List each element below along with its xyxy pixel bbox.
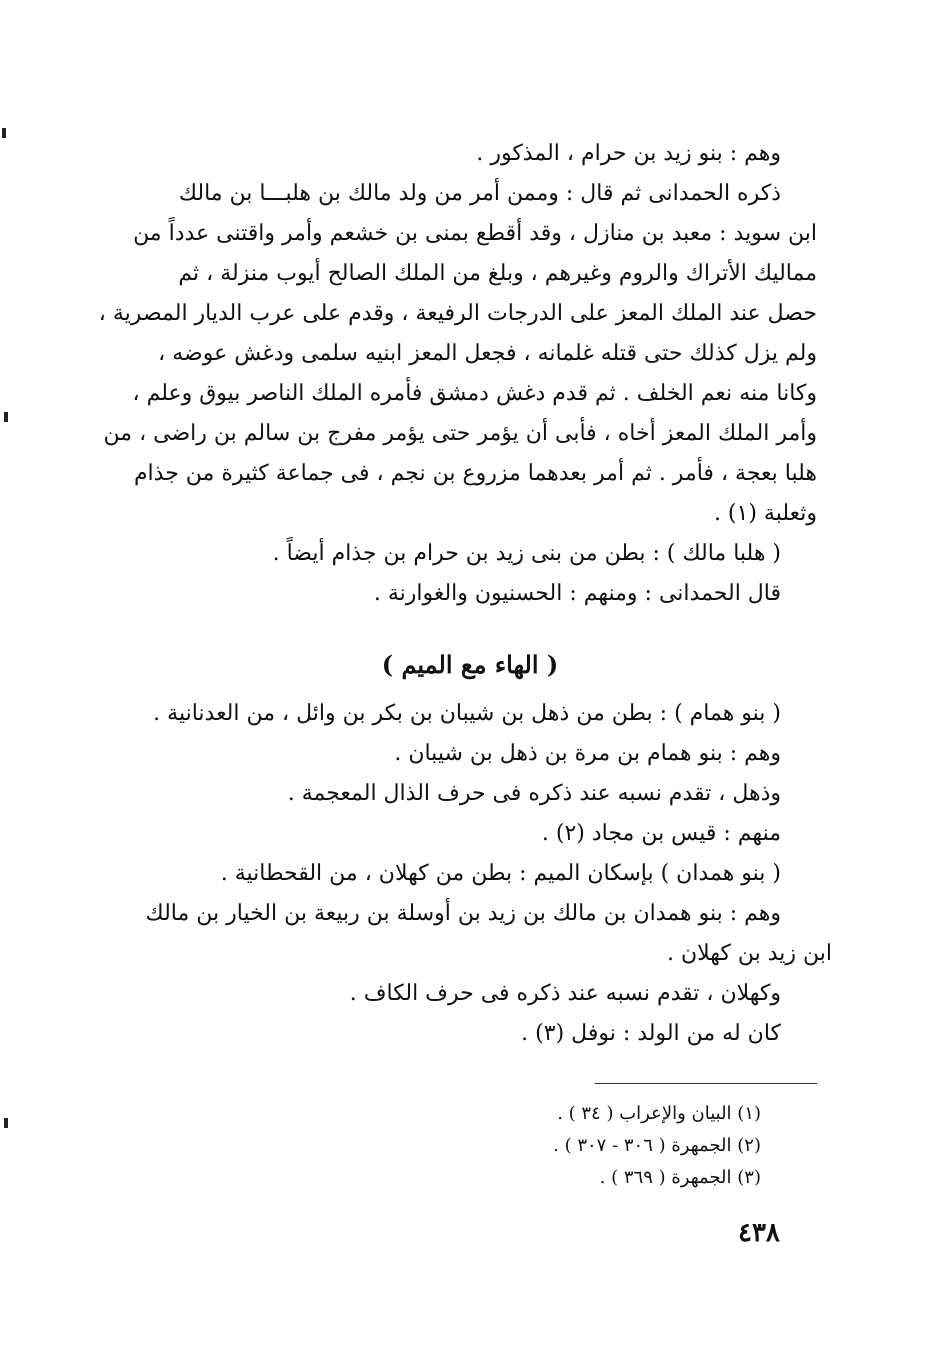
footnotes: [341, 1098, 761, 1194]
text-line: وثعلبة (١) .: [713, 501, 817, 526]
text-line: حصل عند الملك المعز على الدرجات الرفيعة ، وقدم على عرب الديار المصرية ،: [98, 301, 817, 326]
body-paragraph: [98, 134, 817, 614]
text-line: كان له من الولد : نوفل (٣) .: [521, 1021, 781, 1046]
page-number: ٤٣٨: [738, 1218, 780, 1248]
footnote-item: (١) البيان والإعراب ( ٣٤ ) .: [557, 1103, 761, 1124]
text-line: وكانا منه نعم الخلف . ثم قدم دغش دمشق فأمره الملك الناصر بيوق وعلم ،: [132, 381, 817, 406]
text-line: وهم : بنو همام بن مرة بن ذهل بن شيبان .: [394, 741, 781, 766]
scan-edge-mark: [2, 128, 6, 138]
scan-edge-mark: [4, 412, 8, 422]
text-line: منهم : قيس بن مجاد (٢) .: [541, 821, 781, 846]
text-line: وهم : بنو همدان بن مالك بن زيد بن أوسلة بن ربيعة بن الخيار بن مالك: [145, 901, 781, 926]
text-line: وأمر الملك المعز أخاه ، فأبى أن يؤمر حتى يؤمر مفرج بن سالم بن راضى ، من: [103, 421, 817, 446]
section-paragraph: [137, 694, 832, 1054]
text-line: مماليك الأتراك والروم وغيرهم ، وبلغ من الملك الصالح أيوب منزلة ، ثم: [178, 261, 817, 286]
text-line: ( بنو همام ) : بطن من ذهل بن شيبان بن بكر بن وائل ، من العدنانية .: [153, 701, 781, 726]
text-line: هلبا بعجة ، فأمر . ثم أمر بعدهما مزروع بن نجم ، فى جماعة كثيرة من جذام: [133, 461, 817, 486]
text-line: وكهلان ، تقدم نسبه عند ذكره فى حرف الكاف .: [349, 981, 781, 1006]
footnote-item: (٢) الجمهرة ( ٣٠٦ - ٣٠٧ ) .: [553, 1135, 761, 1156]
text-line: قال الحمدانى : ومنهم : الحسنيون والغوارنة .: [373, 581, 781, 606]
text-line: وذهل ، تقدم نسبه عند ذكره فى حرف الذال المعجمة .: [287, 781, 781, 806]
footnote-item: (٣) الجمهرة ( ٣٦٩ ) .: [599, 1167, 761, 1188]
text-line: ( بنو همدان ) بإسكان الميم : بطن من كهلان ، من القحطانية .: [220, 861, 781, 886]
section-heading: ( الهاء مع الميم ): [381, 650, 559, 679]
scan-edge-mark: [4, 1118, 8, 1128]
text-line: ابن زيد بن كهلان .: [666, 941, 832, 966]
text-line: ذكره الحمدانى ثم قال : وممن أمر من ولد مالك بن هلبـــا بن مالك: [178, 181, 781, 206]
text-line: وهم : بنو زيد بن حرام ، المذكور .: [476, 141, 781, 166]
text-line: ( هلبا مالك ) : بطن من بنى زيد بن حرام بن جذام أيضاً .: [272, 541, 781, 566]
text-line: ابن سويد : معبد بن منازل ، وقد أقطع بمنى بن خشعم وأمر واقتنى عدداً من: [133, 221, 817, 246]
text-line: ولم يزل كذلك حتى قتله غلمانه ، فجعل المعز ابنيه سلمى ودغش عوضه ،: [158, 341, 817, 366]
footnote-separator: [595, 1083, 817, 1084]
